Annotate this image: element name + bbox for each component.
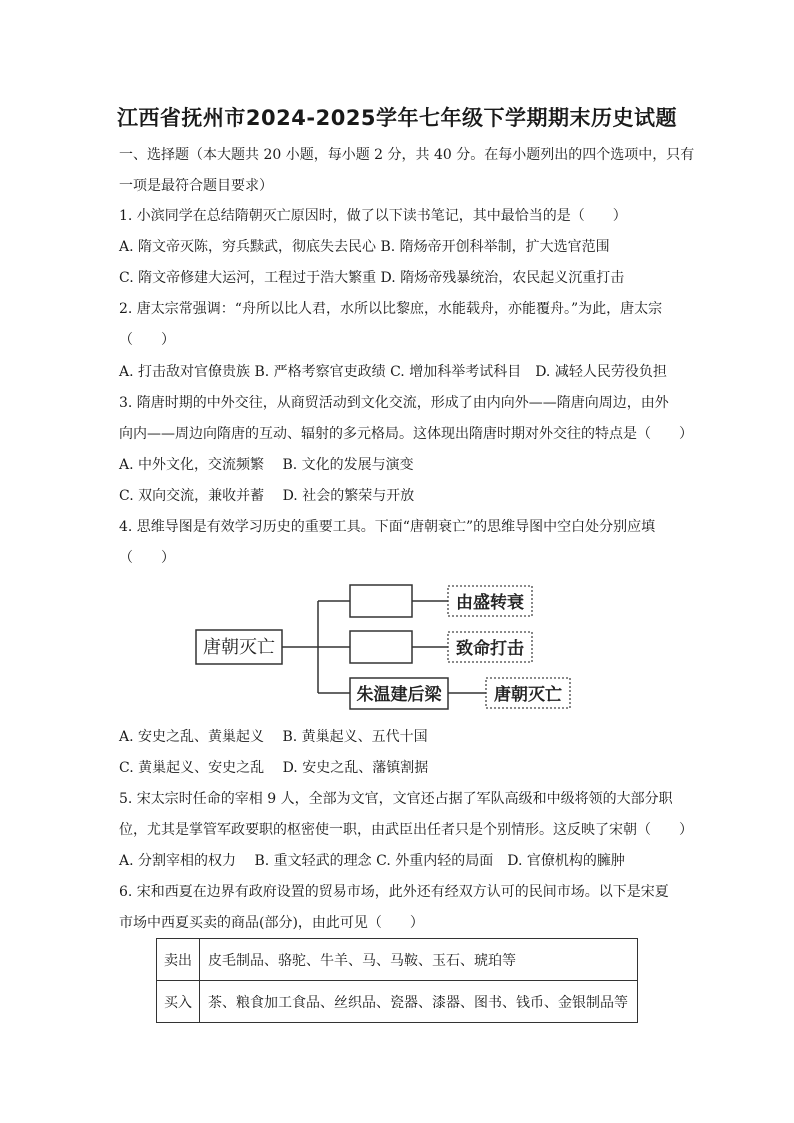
- table-cell-goods: 茶、粮食加工食品、丝织品、瓷器、漆器、图书、钱币、金银制品等: [200, 981, 638, 1023]
- table-cell-goods: 皮毛制品、骆驼、牛羊、马、马鞍、玉石、琥珀等: [200, 939, 638, 981]
- question-3-stem-line-2: 向内——周边向隋唐的互动、辐射的多元格局。这体现出隋唐时期对外交往的特点是（ ）: [119, 426, 693, 442]
- mind-map-result-text-3: 唐朝灭亡: [494, 685, 562, 705]
- question-5-options-row-1: [119, 851, 639, 871]
- option-a: A. 中外文化，交流频繁: [119, 457, 265, 473]
- question-3-options-row-2: [119, 486, 428, 506]
- question-3-options-row-1: [119, 455, 428, 475]
- option-text: A. 打击敌对官僚贵族 B. 严格考察官吏政绩 C. 增加科举考试科目 D. 减轻人民劳役负担: [119, 364, 667, 380]
- table-row-label: 卖出: [157, 939, 200, 981]
- option-text: A. 隋文帝灭陈，穷兵黩武，彻底失去民心 B. 隋炀帝开创科举制，扩大选官范围: [119, 239, 610, 255]
- question-5-stem-line-1: 5. 宋太宗时任命的宰相 9 人，全部为文官，文官还占据了军队高级和中级将领的大部分职: [119, 791, 673, 807]
- table-row: [157, 981, 638, 1023]
- question-2-stem-line-1: 2. 唐太宗常强调：“舟所以比人君，水所以比黎庶，水能载舟，亦能覆舟。”为此，唐太宗: [119, 301, 663, 317]
- page-title: 江西省抚州市2024-2025学年七年级下学期期末历史试题: [116, 106, 678, 130]
- question-6-stem-line-2: 市场中西夏买卖的商品(部分)，由此可见（ ）: [119, 915, 424, 931]
- mind-map-blank-box-2: [350, 631, 412, 663]
- question-6-stem-line-1: 6. 宋和西夏在边界有政府设置的贸易市场，此外还有经双方认可的民间市场。以下是宋夏: [119, 884, 669, 900]
- question-5-stem-line-2: 位，尤其是掌管军政要职的枢密使一职，由武臣出任者只是个别情形。这反映了宋朝（ ）: [119, 822, 693, 838]
- mind-map-diagram: [190, 578, 590, 714]
- question-4-options-row-2: [119, 758, 442, 778]
- option-d: D. 安史之乱、藩镇割据: [282, 760, 429, 776]
- mind-map-root-text: 唐朝灭亡: [203, 637, 275, 658]
- option-b: B. 黄巢起义、五代十国: [282, 729, 428, 745]
- section-heading-line-1: 一、选择题（本大题共 20 小题，每小题 2 分，共 40 分。在每小题列出的四个选项中，只有: [119, 147, 695, 163]
- option-a: A. 分割宰相的权力: [119, 853, 237, 869]
- question-4-stem-line-1: 4. 思维导图是有效学习历史的重要工具。下面“唐朝衰亡”的思维导图中空白处分别应填: [119, 519, 656, 535]
- table-row: [157, 939, 638, 981]
- mind-map-result-text-1: 由盛转衰: [456, 593, 524, 613]
- mind-map-filled-text: 朱温建后梁: [356, 685, 442, 705]
- option-c: C. 双向交流，兼收并蓄: [119, 488, 265, 504]
- question-4-options-row-1: [119, 727, 442, 747]
- question-1-options-row-1: [119, 237, 624, 257]
- question-1-stem: 1. 小滨同学在总结隋朝灭亡原因时，做了以下读书笔记，其中最恰当的是（ ）: [119, 208, 627, 224]
- option-c: C. 黄巢起义、安史之乱: [119, 760, 265, 776]
- option-d: D. 社会的繁荣与开放: [282, 488, 415, 504]
- option-a: A. 安史之乱、黄巢起义: [119, 729, 265, 745]
- option-bcd: B. 重文轻武的理念 C. 外重内轻的局面 D. 官僚机构的臃肿: [254, 853, 625, 869]
- mind-map-result-text-2: 致命打击: [456, 639, 524, 659]
- question-3-stem-line-1: 3. 隋唐时期的中外交往，从商贸活动到文化交流，形成了由内向外——隋唐向周边，由外: [119, 395, 669, 411]
- question-1-options-row-2: [119, 268, 638, 288]
- option-b: B. 文化的发展与演变: [282, 457, 414, 473]
- section-heading-line-2: 一项是最符合题目要求）: [119, 178, 273, 194]
- question-2-options-row-1: [119, 362, 681, 382]
- question-2-stem-line-2: （ ）: [119, 332, 175, 348]
- question-4-stem-line-2: （ ）: [119, 550, 175, 566]
- option-text: C. 隋文帝修建大运河，工程过于浩大繁重 D. 隋炀帝残暴统治，农民起义沉重打击: [119, 270, 625, 286]
- table-row-label: 买入: [157, 981, 200, 1023]
- mind-map-blank-box-1: [350, 585, 412, 617]
- trade-goods-table: [156, 938, 638, 1023]
